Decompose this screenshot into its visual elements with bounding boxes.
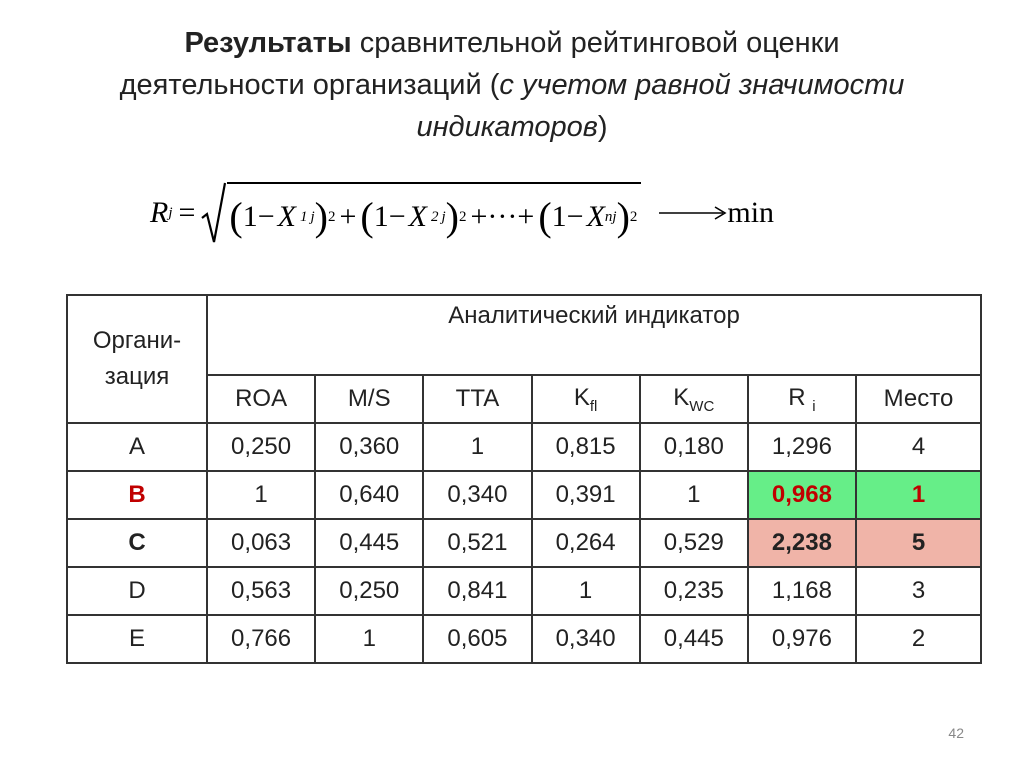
table-row [67, 471, 981, 519]
table-row [67, 615, 981, 663]
col-header-kfl-sub: fl [589, 397, 598, 415]
term3-square: 2 [629, 208, 638, 225]
term3-x: X [586, 200, 605, 233]
value-cell: 0,563 [207, 567, 315, 615]
place-cell: 2 [856, 615, 981, 663]
value-cell: 0,391 [532, 471, 640, 519]
term2-sub-j: j [441, 208, 446, 225]
term1-square: 2 [328, 208, 336, 225]
col-header-ms: M/S [315, 375, 423, 423]
value-cell: 0,445 [315, 519, 423, 567]
term2-one: 1 [373, 200, 389, 233]
title-line-2-italic: с учетом равной значимости [499, 69, 905, 101]
col-header-kfl-letter: K [573, 383, 590, 411]
sqrt-sign-icon [201, 182, 227, 244]
rating-cell: 1,296 [748, 423, 856, 471]
place-cell-best: 1 [856, 471, 981, 519]
title-close-paren: ) [597, 111, 608, 143]
value-cell: 0,521 [423, 519, 531, 567]
term2-sub-index: 2 [431, 208, 439, 225]
arrow-right-icon [659, 205, 727, 221]
title-line-3-italic: индикаторов [416, 111, 598, 143]
rating-cell: 0,976 [748, 615, 856, 663]
value-cell: 1 [207, 471, 315, 519]
value-cell: 1 [315, 615, 423, 663]
title-line-2 [0, 64, 1024, 106]
rating-cell: 1,168 [748, 567, 856, 615]
title-line-1 [0, 22, 1024, 64]
value-cell: 1 [532, 567, 640, 615]
table-row [67, 519, 981, 567]
value-cell: 0,529 [640, 519, 748, 567]
term1-one: 1 [242, 200, 258, 233]
formula-arrow [659, 196, 774, 230]
formula-radicand: ( 1 − X 1 j ) 2 + ( 1 − X 2 j ) 2 +···+ ( 1 − X nj ) 2 [227, 182, 641, 244]
term3-one: 1 [551, 200, 567, 233]
col-header-place: Место [856, 375, 981, 423]
place-cell: 4 [856, 423, 981, 471]
place-cell: 3 [856, 567, 981, 615]
value-cell: 0,180 [640, 423, 748, 471]
org-cell: E [67, 615, 207, 663]
title-line-3 [0, 106, 1024, 148]
org-header [67, 295, 207, 423]
formula-target: min [727, 196, 775, 229]
term2-minus: − [388, 200, 406, 233]
value-cell: 0,766 [207, 615, 315, 663]
col-header-kwc-letter: K [673, 383, 690, 411]
col-header-kfl [532, 375, 640, 423]
value-cell: 0,235 [640, 567, 748, 615]
table-row [67, 567, 981, 615]
formula-equals: = [178, 196, 196, 229]
col-header-kwc-sub: WC [689, 397, 715, 415]
org-cell: C [67, 519, 207, 567]
col-header-ri [748, 375, 856, 423]
results-table [66, 294, 982, 664]
value-cell: 0,445 [640, 615, 748, 663]
page-number: 42 [948, 725, 964, 741]
col-header-tta: TTA [423, 375, 531, 423]
title-bold-word: Результаты [184, 27, 352, 59]
indicator-group-header: Аналитический индикатор [207, 295, 981, 375]
col-header-ri-sub: i [812, 397, 816, 415]
org-cell: D [67, 567, 207, 615]
value-cell: 0,605 [423, 615, 531, 663]
value-cell: 0,360 [315, 423, 423, 471]
value-cell: 0,063 [207, 519, 315, 567]
value-cell: 1 [423, 423, 531, 471]
col-header-kwc [640, 375, 748, 423]
value-cell: 0,640 [315, 471, 423, 519]
formula-plus: + [339, 200, 357, 233]
place-cell-worst: 5 [856, 519, 981, 567]
col-header-ri-letter: R [788, 383, 806, 411]
value-cell: 0,264 [532, 519, 640, 567]
formula-dots: +···+ [470, 200, 535, 233]
formula-sqrt [201, 182, 641, 244]
term3-sub-nj: nj [604, 208, 617, 225]
value-cell: 0,340 [423, 471, 531, 519]
rating-cell-worst: 2,238 [748, 519, 856, 567]
col-header-roa: ROA [207, 375, 315, 423]
title-line-1-text: сравнительной рейтинговой оценки [351, 27, 840, 59]
table-row [67, 423, 981, 471]
value-cell: 0,815 [532, 423, 640, 471]
term2-x: X [408, 200, 427, 233]
slide-title [0, 22, 1024, 148]
term2-square: 2 [459, 208, 467, 225]
term1-minus: − [257, 200, 275, 233]
org-cell: A [67, 423, 207, 471]
term1-sub-j: j [310, 208, 315, 225]
formula-lhs-sub: j [168, 204, 173, 221]
value-cell: 1 [640, 471, 748, 519]
value-cell: 0,340 [532, 615, 640, 663]
term3-minus: − [566, 200, 584, 233]
formula-lhs: R [150, 196, 169, 229]
org-header-label: Органи- зация [92, 327, 182, 390]
rating-formula [150, 178, 774, 248]
org-cell: B [67, 471, 207, 519]
term1-sub-index: 1 [300, 208, 308, 225]
value-cell: 0,250 [207, 423, 315, 471]
table-header-row-1 [67, 295, 981, 375]
term1-x: X [277, 200, 296, 233]
rating-cell-best: 0,968 [748, 471, 856, 519]
value-cell: 0,250 [315, 567, 423, 615]
value-cell: 0,841 [423, 567, 531, 615]
title-line-2-text: деятельности организаций ( [119, 69, 500, 101]
